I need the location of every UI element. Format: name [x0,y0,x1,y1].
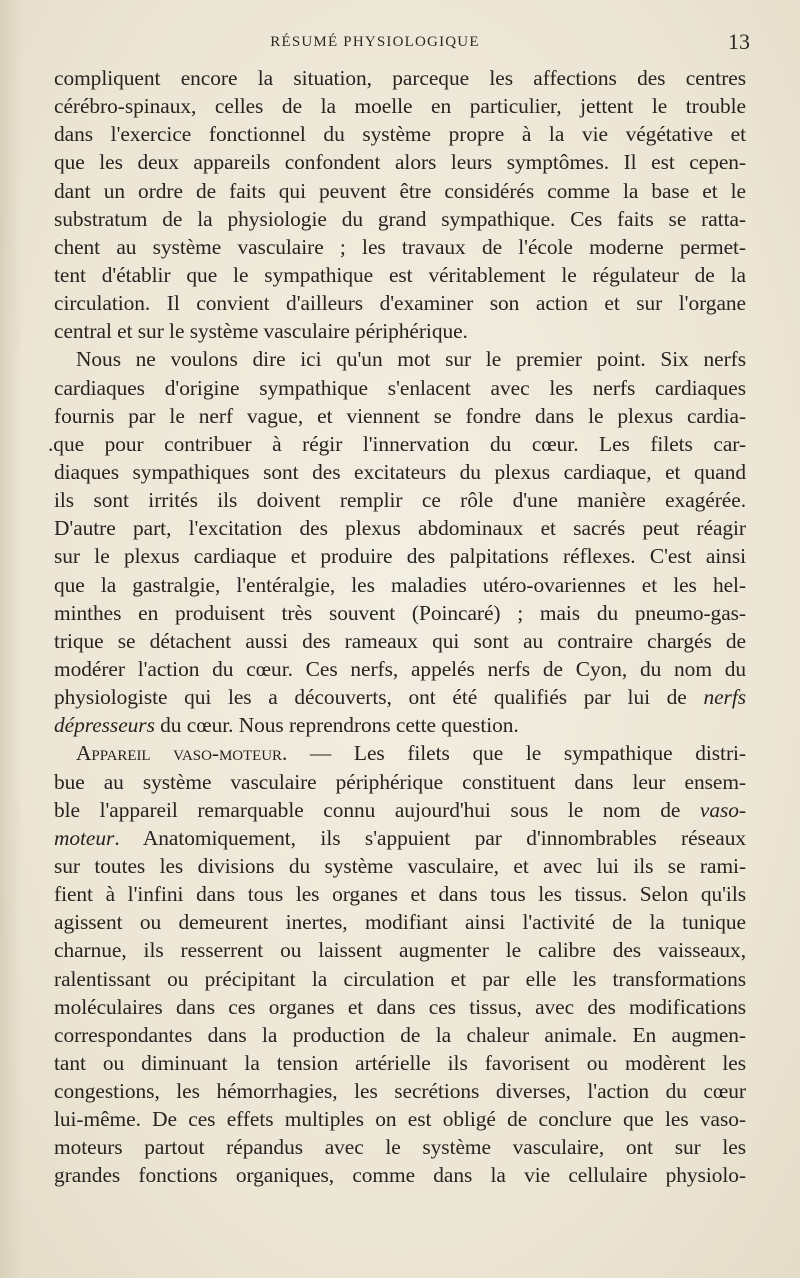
text-line: agissent ou demeurent inertes, modifiant ainsi l'activité de la tunique [54,910,746,935]
text-line: que les deux appareils confondent alors leurs symptômes. Il est cepen- [54,150,746,175]
text-line: congestions, les hémorrhagies, les secrétions diverses, l'action du cœur [54,1079,746,1104]
section-heading: Appareil vaso-moteur. [76,741,288,766]
text-line: D'autre part, l'excitation des plexus abdominaux et sacrés peut réagir [54,516,746,541]
running-title: RÉSUMÉ PHYSIOLOGIQUE [270,34,480,50]
text-line: bue au système vasculaire périphérique constituent dans leur ensem- [54,769,746,794]
text-line: que la gastralgie, l'entéralgie, les maladies utéro-ovariennes et les hel- [54,572,746,597]
text-line: minthes en produisent très souvent (Poincaré) ; mais du pneumo-gas- [54,600,746,625]
text-line: fournis par le nerf vague, et viennent se fondre dans le plexus cardia- [54,403,746,428]
page-edge-shadow [0,0,22,1278]
italic-term: vaso- [699,797,746,822]
text-line: .que pour contribuer à régir l'innervation du cœur. Les filets car- [48,431,746,456]
text-line [54,683,746,711]
text-fragment: du cœur. Nous reprendrons cette question. [154,713,519,738]
text-line: substratum de la physiologie du grand sympathique. Ces faits se ratta- [54,206,746,231]
section-heading-line [54,739,746,767]
text-line: tant ou diminuant la tension artérielle ils favorisent ou modèrent les [54,1050,746,1075]
text-line: dant un ordre de faits qui peuvent être considérés comme la base et le [54,178,746,203]
text-line: lui-même. De ces effets multiples on est obligé de conclure que les vaso- [54,1107,746,1132]
text-line: chent au système vasculaire ; les travaux de l'école moderne permet- [54,234,746,259]
text-line: ralentissant ou précipitant la circulation et par elle les transformations [54,966,746,991]
text-line: grandes fonctions organiques, comme dans la vie cellulaire physiolo- [54,1163,746,1188]
text-line: circulation. Il convient d'ailleurs d'examiner son action et sur l'organe [54,291,746,316]
body-text [48,64,746,1190]
text-line: moteurs partout répandus avec le système vasculaire, ont sur les [54,1135,746,1160]
page-number: 13 [728,29,750,54]
text-fragment: ble l'appareil remarquable connu aujourd'hui sous le nom de [54,797,681,822]
italic-term: nerfs [703,685,746,710]
paragraph-start-line: Nous ne voulons dire ici qu'un mot sur le premier point. Six nerfs [76,347,746,372]
italic-term: dépresseurs [54,713,155,738]
text-line: diaques sympathiques sont des excitateurs du plexus cardiaque, et quand [54,459,746,484]
text-line: tent d'établir que le sympathique est véritablement le régulateur de la [54,262,746,287]
text-line: charnue, ils resserrent ou laissent augmenter le calibre des vaisseaux, [54,938,746,963]
text-line: trique se détachent aussi des rameaux qui sont au contraire chargés de [54,628,746,653]
text-fragment: . Anatomiquement, ils s'appuient par d'innombrables réseaux [114,825,746,850]
text-line: dans l'exercice fonctionnel du système propre à la vie végétative et [54,122,746,147]
text-line: sur le plexus cardiaque et produire des palpitations réflexes. C'est ainsi [54,544,746,569]
page-header [0,26,800,56]
text-line: compliquent encore la situation, parceque les affections des centres [54,66,746,90]
text-line: fient à l'infini dans tous les organes et dans tous les tissus. Selon qu'ils [54,882,746,907]
text-line: sur toutes les divisions du système vasculaire, et avec lui ils se rami- [54,853,746,878]
text-line: modérer l'action du cœur. Ces nerfs, appelés nerfs de Cyon, du nom du [54,656,746,681]
text-line: central et sur le système vasculaire périphérique. [54,319,468,344]
text-line: correspondantes dans la production de la chaleur animale. En augmen- [54,1022,746,1047]
text-line: cérébro-spinaux, celles de la moelle en particulier, jettent le trouble [54,94,746,119]
text-line [54,711,746,739]
text-fragment: — Les filets que le sympathique distri- [287,741,746,766]
text-line [54,796,746,824]
text-line: cardiaques d'origine sympathique s'enlacent avec les nerfs cardiaques [54,375,746,400]
text-fragment: physiologiste qui les a découverts, ont été qualifiés par lui de [54,685,687,710]
text-line: moléculaires dans ces organes et dans ces tissus, avec des modifications [54,994,746,1019]
text-line: ils sont irrités ils doivent remplir ce rôle d'une manière exagérée. [54,488,746,513]
text-line [54,824,746,852]
italic-term: moteur [54,825,115,850]
